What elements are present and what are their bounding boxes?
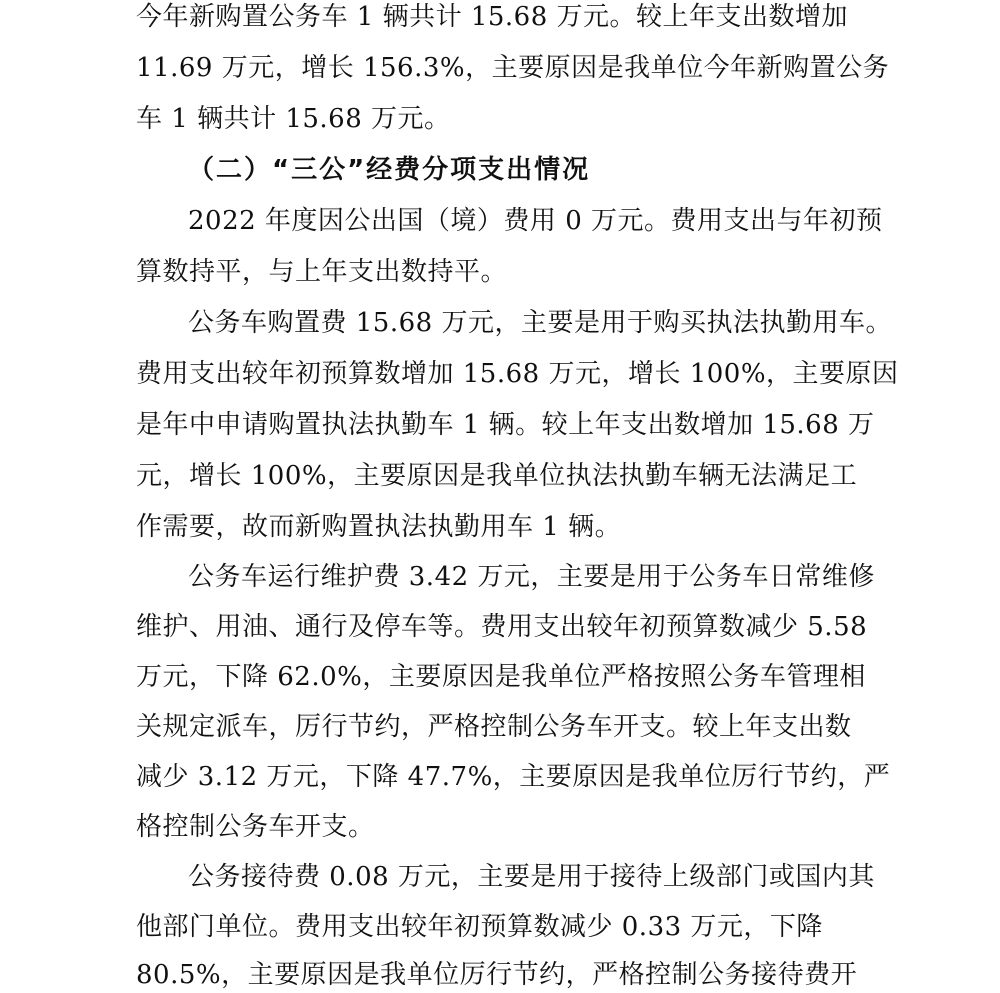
section-heading: （二）“三公”经费分项支出情况 — [188, 155, 591, 185]
text-line: 是年中申请购置执法执勤车 1 辆。较上年支出数增加 15.68 万 — [136, 410, 875, 440]
text-line: 元，增长 100%，主要原因是我单位执法执勤车辆无法满足工 — [136, 461, 858, 491]
text-line: 11.69 万元，增长 156.3%，主要原因是我单位今年新购置公务 — [136, 53, 890, 83]
text-line: 万元，下降 62.0%，主要原因是我单位严格按照公务车管理相 — [136, 662, 866, 692]
text-line: 今年新购置公务车 1 辆共计 15.68 万元。较上年支出数增加 — [136, 2, 849, 32]
text-line: 减少 3.12 万元，下降 47.7%，主要原因是我单位厉行节约，严 — [136, 762, 891, 792]
text-line: 关规定派车，厉行节约，严格控制公务车开支。较上年支出数 — [136, 712, 852, 742]
text-line: 80.5%，主要原因是我单位厉行节约，严格控制公务接待费开 — [136, 960, 858, 990]
text-line: 算数持平，与上年支出数持平。 — [136, 257, 508, 287]
text-line: 公务车购置费 15.68 万元，主要是用于购买执法执勤用车。 — [188, 308, 892, 338]
text-line: 费用支出较年初预算数增加 15.68 万元，增长 100%，主要原因 — [136, 359, 899, 389]
text-line: 维护、用油、通行及停车等。费用支出较年初预算数减少 5.58 — [136, 612, 868, 642]
text-line: 2022 年度因公出国（境）费用 0 万元。费用支出与年初预 — [188, 206, 883, 236]
text-line: 公务接待费 0.08 万元，主要是用于接待上级部门或国内其 — [188, 862, 875, 892]
text-line: 公务车运行维护费 3.42 万元，主要是用于公务车日常维修 — [188, 562, 875, 592]
text-line: 他部门单位。费用支出较年初预算数减少 0.33 万元，下降 — [136, 912, 823, 942]
text-line: 车 1 辆共计 15.68 万元。 — [136, 104, 451, 134]
text-line: 作需要，故而新购置执法执勤用车 1 辆。 — [136, 512, 622, 542]
text-line: 格控制公务车开支。 — [136, 812, 375, 842]
